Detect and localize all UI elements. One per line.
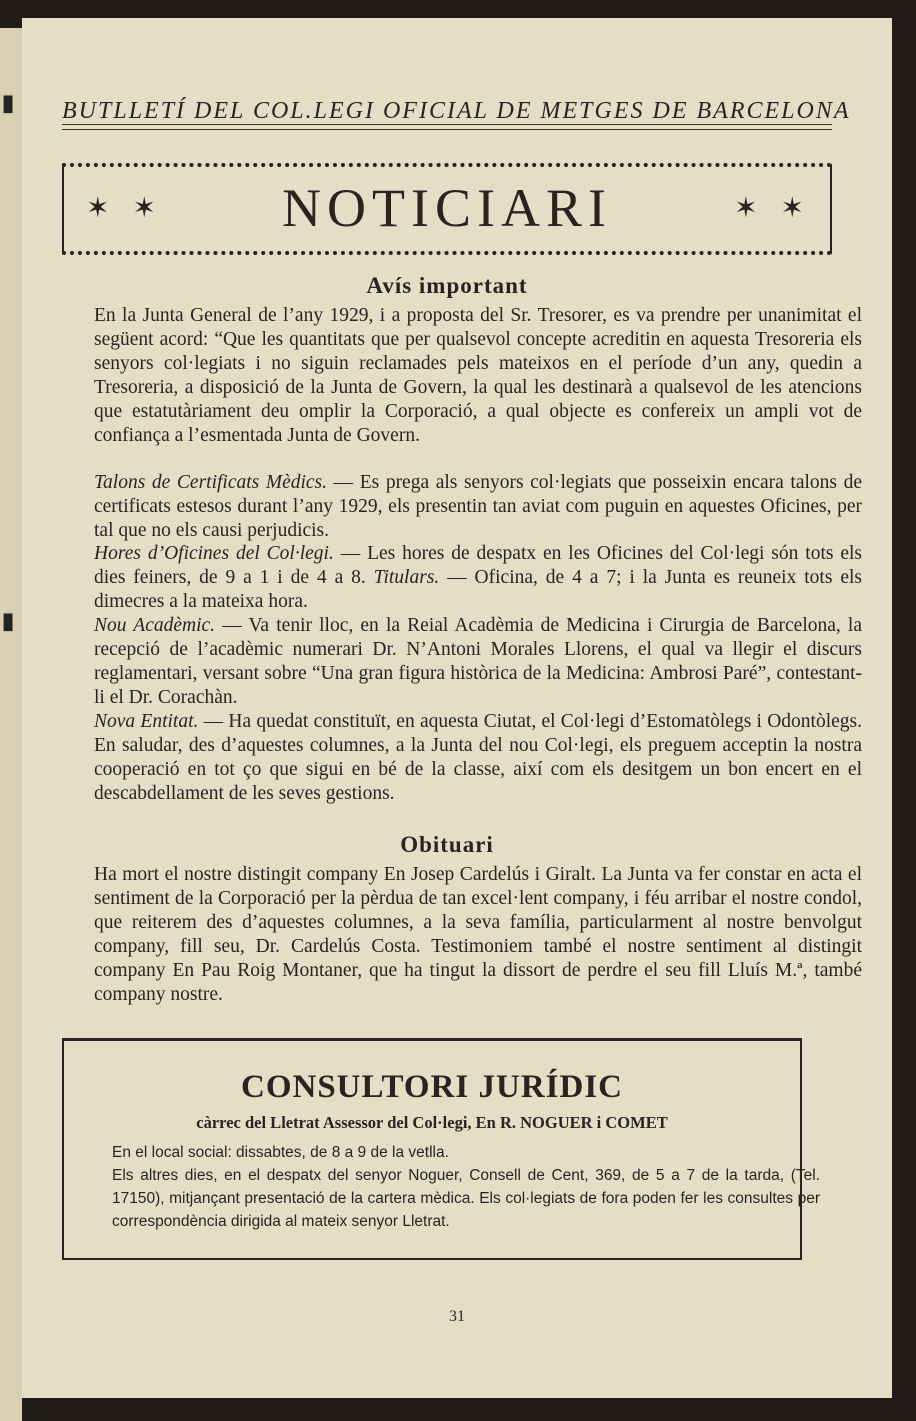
page-number: 31 bbox=[449, 1308, 465, 1325]
consultori-line: Els altres dies, en el despatx del senyor Noguer, Consell de Cent, 369, de 5 a 7 de la tarda, (Tel. 17150), mitjançant presentació de la cartera mèdica. Els col·legiats de fora poden fer les consultes per correspondència dirigida al mateix senyor Lletrat. bbox=[112, 1167, 820, 1230]
nou-academic-paragraph bbox=[62, 614, 862, 710]
hores-text: — Les hores de despatx en les Oficines del Col·legi són tots els dies feiners, de 9 a 1 i de 4 a 8. bbox=[94, 543, 863, 588]
section-title: NOTICIARI bbox=[282, 178, 612, 238]
hores-lead: Hores d’Oficines del Col·legi. bbox=[94, 543, 334, 564]
running-header: BUTLLETÍ DEL COL.LEGI OFICIAL DE METGES DE BARCELONA bbox=[62, 98, 851, 124]
adjacent-page-mark: ▮ bbox=[2, 608, 15, 633]
avis-paragraph: En la Junta General de l’any 1929, i a proposta del Sr. Tresorer, es va prendre per unanimitat el següent acord: “Que les quantitats que per qualsevol concepte acreditin en aquesta Tresoreria els senyors col·legiats i no siguin reclamades pels mateixos en el període d’un any, quedin a Tresoreria, a disposició de la Junta de Govern, la qual les destinarà a qualsevol de les atencions que estatutàriament deu omplir la Corporació, a qual objecte es confereix un ampli vot de confiança a l’esmentada Junta de Govern. bbox=[94, 305, 862, 446]
obituari-paragraph: Ha mort el nostre distingit company En Josep Cardelús i Giralt. La Junta va fer constar en acta el sentiment de la Corporació per la pèrdua de tan excel·lent company, i féu arribar el nostre condol, que reiterem des d’aquestes columnes, a la seva família, particularment al nostre benvolgut company, fill seu, Dr. Cardelús Costa. Testimoniem també el nostre sentiment al distingit company En Pau Roig Montaner, que ha tingut la dissort de perdre el seu fill Lluís M.ª, també company nostre. bbox=[94, 864, 862, 1005]
document-page bbox=[22, 18, 892, 1398]
adjacent-page-mark: ▮ bbox=[2, 90, 15, 115]
consultori-subtitle: càrrec del Lletrat Assessor del Col·legi, En R. NOGUER i COMET bbox=[196, 1113, 668, 1132]
avis-heading: Avís important bbox=[366, 273, 528, 298]
nova-entitat-text: — Ha quedat constituït, en aquesta Ciutat, el Col·legi d’Estomatòlegs i Odontòlegs. En saludar, des d’aquestes columnes, a la Junta del nou Col·legi, els preguem acceptin la nostra cooperació en tot ço que sigui en bé de la classe, així com els desitgem un bon encert en el descabdellament de les seves gestions. bbox=[94, 711, 862, 804]
talons-lead: Talons de Certificats Mèdics. bbox=[94, 472, 328, 493]
talons-paragraph bbox=[62, 471, 862, 543]
talons-text: — Es prega als senyors col·legiats que posseixin encara talons de certificats estesos durant l’any 1929, els presentin tan aviat com puguin en aquestes Oficines, per tal que no els causi perjudicis. bbox=[94, 472, 863, 541]
obituari-heading: Obituari bbox=[400, 832, 494, 857]
consultori-title: CONSULTORI JURÍDIC bbox=[240, 1069, 623, 1105]
nou-academic-text: — Va tenir lloc, en la Reial Acadèmia de Medicina i Cirurgia de Barcelona, la recepció de l’acadèmic numerari Dr. N’Antoni Morales Llorens, el qual va llegir el discurs reglamentari, versant sobre “Una gran figura històrica de la Medicina: Ambrosi Paré”, contestant-li el Dr. Corachàn. bbox=[94, 615, 862, 708]
section-banner bbox=[62, 163, 832, 255]
hores-paragraph bbox=[62, 542, 862, 614]
nova-entitat-paragraph bbox=[62, 710, 862, 806]
titulars-lead: Titulars. bbox=[373, 567, 440, 588]
nova-entitat-lead: Nova Entitat. bbox=[94, 711, 199, 732]
header-rule bbox=[62, 129, 832, 130]
titulars-text: — Oficina, de 4 a 7; i la Junta es reuneix tots els dimecres a la mateixa hora. bbox=[94, 567, 862, 612]
nou-academic-lead: Nou Acadèmic. bbox=[94, 615, 216, 636]
consultori-line: En el local social: dissabtes, de 8 a 9 de la vetlla. bbox=[112, 1144, 449, 1161]
star-ornament-icon: ✶ ✶ bbox=[734, 193, 812, 224]
consultori-box bbox=[62, 1038, 820, 1260]
star-ornament-icon: ✶ ✶ bbox=[86, 193, 164, 224]
adjacent-page-edge bbox=[0, 28, 22, 1421]
header-rule bbox=[62, 124, 832, 125]
